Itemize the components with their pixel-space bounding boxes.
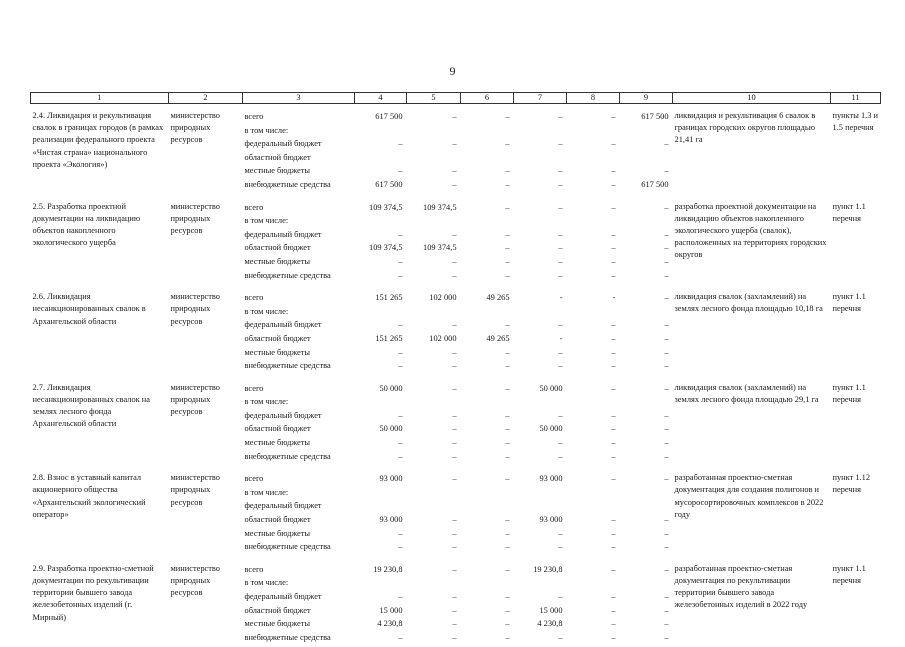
amount-cell: – (620, 450, 673, 467)
amount-cell: – (461, 195, 514, 215)
amount-cell: – (567, 376, 620, 396)
amount-cell: – (567, 436, 620, 450)
funding-source: внебюджетные средства (243, 450, 355, 467)
amount-cell: 617 500 (355, 104, 407, 124)
amount-cell (567, 395, 620, 409)
header-cell: 3 (243, 93, 355, 104)
amount-cell: – (567, 359, 620, 376)
amount-cell: – (620, 269, 673, 286)
amount-cell: 15 000 (355, 604, 407, 618)
amount-cell: – (620, 557, 673, 577)
amount-cell (407, 486, 461, 500)
amount-cell: 50 000 (355, 376, 407, 396)
amount-cell: – (461, 137, 514, 151)
funding-source: местные бюджеты (243, 436, 355, 450)
amount-cell: – (567, 318, 620, 332)
amount-cell: – (461, 178, 514, 195)
header-cell: 8 (567, 93, 620, 104)
funding-source: местные бюджеты (243, 164, 355, 178)
amount-cell: – (620, 137, 673, 151)
header-cell: 7 (514, 93, 567, 104)
amount-cell (461, 151, 514, 165)
activity-name: 2.4. Ликвидация и рекультивация свалок в границах городов (в рамках реализации федерального проекта «Чистая страна» национального проекта «Экология») (31, 104, 169, 195)
funding-source: внебюджетные средства (243, 540, 355, 557)
amount-cell (514, 486, 567, 500)
amount-cell: – (355, 436, 407, 450)
funding-source: всего (243, 376, 355, 396)
funding-source: федеральный бюджет (243, 499, 355, 513)
funding-source: федеральный бюджет (243, 409, 355, 423)
amount-cell: – (461, 104, 514, 124)
amount-cell: – (461, 617, 514, 631)
funding-source: всего (243, 285, 355, 305)
amount-cell: – (407, 604, 461, 618)
amount-cell: 19 230,8 (514, 557, 567, 577)
list-reference: пункт 1.1 перечня (831, 285, 881, 376)
amount-cell: – (620, 466, 673, 486)
expected-result: ликвидация свалок (захламлений) на землях лесного фонда площадью 10,18 га (673, 285, 831, 376)
amount-cell: – (407, 590, 461, 604)
amount-cell: – (514, 450, 567, 467)
amount-cell: – (567, 228, 620, 242)
amount-cell (514, 499, 567, 513)
amount-cell: – (567, 346, 620, 360)
amount-cell: - (567, 285, 620, 305)
table-row (31, 285, 881, 305)
activity-name: 2.9. Разработка проектно-сметной документации по рекультивации территории бывшего завода железобетонных изделий (г. Мирный) (31, 557, 169, 647)
amount-cell: – (407, 527, 461, 541)
amount-cell: – (567, 195, 620, 215)
amount-cell: – (461, 527, 514, 541)
amount-cell: – (620, 409, 673, 423)
funding-source: внебюджетные средства (243, 631, 355, 647)
amount-cell: – (461, 376, 514, 396)
amount-cell (355, 576, 407, 590)
funding-source: местные бюджеты (243, 617, 355, 631)
amount-cell: 4 230,8 (514, 617, 567, 631)
amount-cell: – (355, 631, 407, 647)
amount-cell: – (407, 409, 461, 423)
amount-cell (620, 395, 673, 409)
funding-source: областной бюджет (243, 604, 355, 618)
expected-result: разработанная проектно-сметная документация по рекультивации территории бывшего завода железобетонных изделий в 2022 году (673, 557, 831, 647)
responsible-organization: министерство природных ресурсов (169, 195, 243, 286)
amount-cell: – (620, 527, 673, 541)
funding-source: местные бюджеты (243, 527, 355, 541)
expected-result: ликвидация свалок (захламлений) на землях лесного фонда площадью 29,1 га (673, 376, 831, 467)
amount-cell: – (407, 346, 461, 360)
amount-cell (407, 151, 461, 165)
amount-cell: – (567, 137, 620, 151)
amount-cell: – (567, 409, 620, 423)
amount-cell: – (407, 557, 461, 577)
amount-cell: – (461, 450, 514, 467)
amount-cell: – (567, 255, 620, 269)
amount-cell: 109 374,5 (355, 195, 407, 215)
amount-cell: – (567, 513, 620, 527)
expected-result: ликвидация и рекультивация 6 свалок в границах городских округов площадью 21,41 га (673, 104, 831, 195)
amount-cell: – (355, 540, 407, 557)
amount-cell (567, 124, 620, 138)
amount-cell (567, 305, 620, 319)
amount-cell: – (620, 332, 673, 346)
amount-cell: – (514, 269, 567, 286)
amount-cell (514, 124, 567, 138)
amount-cell (514, 214, 567, 228)
amount-cell: – (461, 164, 514, 178)
amount-cell: – (567, 466, 620, 486)
amount-cell: – (620, 164, 673, 178)
amount-cell: – (461, 318, 514, 332)
header-cell: 2 (169, 93, 243, 104)
amount-cell: 19 230,8 (355, 557, 407, 577)
amount-cell: – (407, 422, 461, 436)
header-cell: 5 (407, 93, 461, 104)
amount-cell (407, 305, 461, 319)
amount-cell: 49 265 (461, 285, 514, 305)
amount-cell: – (407, 318, 461, 332)
amount-cell (567, 486, 620, 500)
amount-cell: – (567, 332, 620, 346)
amount-cell: – (407, 631, 461, 647)
amount-cell: – (514, 359, 567, 376)
amount-cell: – (407, 540, 461, 557)
amount-cell: 4 230,8 (355, 617, 407, 631)
responsible-organization: министерство природных ресурсов (169, 557, 243, 647)
amount-cell (355, 151, 407, 165)
amount-cell (407, 124, 461, 138)
amount-cell: – (514, 540, 567, 557)
amount-cell: – (461, 228, 514, 242)
amount-cell (355, 305, 407, 319)
amount-cell: – (461, 540, 514, 557)
amount-cell: – (461, 631, 514, 647)
amount-cell: 109 374,5 (407, 241, 461, 255)
funding-source: в том числе: (243, 576, 355, 590)
amount-cell: – (355, 409, 407, 423)
amount-cell: – (514, 241, 567, 255)
amount-cell: 109 374,5 (355, 241, 407, 255)
amount-cell: 93 000 (514, 513, 567, 527)
responsible-organization: министерство природных ресурсов (169, 466, 243, 557)
amount-cell: – (620, 540, 673, 557)
amount-cell: – (461, 557, 514, 577)
amount-cell: – (620, 285, 673, 305)
funding-source: областной бюджет (243, 241, 355, 255)
amount-cell (514, 151, 567, 165)
funding-source: областной бюджет (243, 151, 355, 165)
amount-cell: – (355, 269, 407, 286)
amount-cell: 50 000 (514, 422, 567, 436)
funding-source: всего (243, 466, 355, 486)
amount-cell: – (514, 631, 567, 647)
amount-cell: – (407, 617, 461, 631)
amount-cell: – (407, 359, 461, 376)
funding-source: в том числе: (243, 486, 355, 500)
amount-cell: – (407, 104, 461, 124)
funding-source: в том числе: (243, 305, 355, 319)
amount-cell: 617 500 (620, 178, 673, 195)
amount-cell (461, 499, 514, 513)
amount-cell: – (355, 228, 407, 242)
amount-cell: – (514, 409, 567, 423)
amount-cell: – (567, 590, 620, 604)
amount-cell: – (514, 436, 567, 450)
amount-cell (620, 151, 673, 165)
amount-cell (461, 124, 514, 138)
funding-source: федеральный бюджет (243, 318, 355, 332)
amount-cell: 50 000 (355, 422, 407, 436)
amount-cell: – (514, 164, 567, 178)
activity-name: 2.6. Ликвидация несанкционированных свалок в Архангельской области (31, 285, 169, 376)
activity-name: 2.8. Взнос в уставный капитал акционерного общества «Архангельский экологический оператор» (31, 466, 169, 557)
amount-cell: – (461, 269, 514, 286)
amount-cell: 102 000 (407, 285, 461, 305)
amount-cell: – (514, 178, 567, 195)
amount-cell (567, 151, 620, 165)
funding-source: внебюджетные средства (243, 178, 355, 195)
amount-cell: 15 000 (514, 604, 567, 618)
amount-cell: – (355, 137, 407, 151)
amount-cell: 93 000 (355, 466, 407, 486)
responsible-organization: министерство природных ресурсов (169, 104, 243, 195)
amount-cell: – (461, 590, 514, 604)
table-body (31, 104, 881, 647)
amount-cell: – (461, 436, 514, 450)
header-cell: 10 (673, 93, 831, 104)
amount-cell: – (407, 376, 461, 396)
amount-cell (407, 395, 461, 409)
amount-cell: – (355, 164, 407, 178)
funding-source: местные бюджеты (243, 255, 355, 269)
amount-cell (567, 499, 620, 513)
expected-result: разработанная проектно-сметная документация для создания полигонов и мусоросортировочных комплексов в 2022 году (673, 466, 831, 557)
amount-cell (407, 576, 461, 590)
funding-source: всего (243, 104, 355, 124)
amount-cell: - (514, 285, 567, 305)
amount-cell (620, 124, 673, 138)
amount-cell: – (620, 422, 673, 436)
amount-cell: – (461, 346, 514, 360)
amount-cell (355, 499, 407, 513)
amount-cell (407, 499, 461, 513)
funding-source: федеральный бюджет (243, 228, 355, 242)
funding-source: областной бюджет (243, 422, 355, 436)
amount-cell: – (355, 359, 407, 376)
funding-source: в том числе: (243, 124, 355, 138)
amount-cell: – (514, 527, 567, 541)
funding-source: местные бюджеты (243, 346, 355, 360)
amount-cell: – (407, 269, 461, 286)
amount-cell: – (620, 241, 673, 255)
amount-cell: 93 000 (514, 466, 567, 486)
amount-cell: – (567, 422, 620, 436)
amount-cell: – (407, 137, 461, 151)
amount-cell (620, 499, 673, 513)
amount-cell (461, 395, 514, 409)
amount-cell: – (514, 255, 567, 269)
amount-cell: 102 000 (407, 332, 461, 346)
amount-cell: – (407, 255, 461, 269)
amount-cell (461, 305, 514, 319)
amount-cell (567, 214, 620, 228)
amount-cell: 50 000 (514, 376, 567, 396)
amount-cell: – (407, 228, 461, 242)
amount-cell: – (567, 540, 620, 557)
amount-cell: – (514, 195, 567, 215)
amount-cell: – (407, 466, 461, 486)
amount-cell: – (514, 137, 567, 151)
header-cell: 11 (831, 93, 881, 104)
amount-cell (620, 305, 673, 319)
amount-cell (355, 214, 407, 228)
funding-source: областной бюджет (243, 332, 355, 346)
amount-cell: – (567, 631, 620, 647)
expected-result: разработка проектной документации на ликвидацию объектов накопленного экологического ущерба (свалок), расположенных на территориях городских округов (673, 195, 831, 286)
amount-cell: – (620, 513, 673, 527)
amount-cell (355, 395, 407, 409)
funding-source: внебюджетные средства (243, 359, 355, 376)
amount-cell: – (567, 269, 620, 286)
list-reference: пункт 1.1 перечня (831, 376, 881, 467)
amount-cell (514, 576, 567, 590)
amount-cell: – (620, 346, 673, 360)
funding-source: федеральный бюджет (243, 137, 355, 151)
list-reference: пункт 1.12 перечня (831, 466, 881, 557)
amount-cell: – (620, 228, 673, 242)
amount-cell: – (620, 318, 673, 332)
amount-cell (355, 124, 407, 138)
header-cell: 9 (620, 93, 673, 104)
header-row (31, 93, 881, 104)
amount-cell: – (620, 631, 673, 647)
amount-cell (461, 486, 514, 500)
amount-cell: – (407, 513, 461, 527)
amount-cell: – (514, 318, 567, 332)
funding-source: внебюджетные средства (243, 269, 355, 286)
amount-cell: – (461, 466, 514, 486)
amount-cell: – (567, 104, 620, 124)
amount-cell: – (567, 178, 620, 195)
amount-cell: – (355, 527, 407, 541)
amount-cell: – (620, 359, 673, 376)
header-cell: 1 (31, 93, 169, 104)
amount-cell: – (620, 590, 673, 604)
amount-cell (620, 486, 673, 500)
amount-cell: – (461, 359, 514, 376)
amount-cell: – (514, 590, 567, 604)
funding-source: всего (243, 557, 355, 577)
amount-cell: – (567, 450, 620, 467)
amount-cell: 617 500 (620, 104, 673, 124)
amount-cell: – (567, 527, 620, 541)
amount-cell: – (567, 604, 620, 618)
funding-source: федеральный бюджет (243, 590, 355, 604)
amount-cell: – (514, 346, 567, 360)
activity-name: 2.7. Ликвидация несанкционированных свалок на землях лесного фонда Архангельской области (31, 376, 169, 467)
amount-cell: – (620, 436, 673, 450)
amount-cell (514, 395, 567, 409)
funding-source: областной бюджет (243, 513, 355, 527)
amount-cell: – (407, 450, 461, 467)
amount-cell: – (620, 255, 673, 269)
list-reference: пункты 1.3 и 1.5 перечня (831, 104, 881, 195)
header-cell: 4 (355, 93, 407, 104)
amount-cell: – (514, 104, 567, 124)
funding-source: в том числе: (243, 214, 355, 228)
amount-cell: 151 265 (355, 332, 407, 346)
amount-cell: – (461, 255, 514, 269)
amount-cell: 49 265 (461, 332, 514, 346)
amount-cell: – (620, 376, 673, 396)
page-number: 9 (0, 64, 905, 79)
amount-cell: – (567, 164, 620, 178)
amount-cell: – (567, 557, 620, 577)
table-row (31, 466, 881, 486)
list-reference: пункт 1.1 перечня (831, 557, 881, 647)
amount-cell: – (620, 604, 673, 618)
amount-cell: 109 374,5 (407, 195, 461, 215)
amount-cell: – (407, 436, 461, 450)
amount-cell: - (514, 332, 567, 346)
amount-cell (461, 214, 514, 228)
header-cell: 6 (461, 93, 514, 104)
amount-cell: – (567, 617, 620, 631)
table-row (31, 195, 881, 215)
amount-cell: – (355, 590, 407, 604)
amount-cell: – (355, 318, 407, 332)
amount-cell (461, 576, 514, 590)
amount-cell (620, 214, 673, 228)
amount-cell: 93 000 (355, 513, 407, 527)
amount-cell: – (407, 164, 461, 178)
amount-cell (514, 305, 567, 319)
amount-cell: – (355, 255, 407, 269)
responsible-organization: министерство природных ресурсов (169, 376, 243, 467)
amount-cell: 617 500 (355, 178, 407, 195)
funding-source: в том числе: (243, 395, 355, 409)
amount-cell: – (620, 617, 673, 631)
amount-cell: – (461, 513, 514, 527)
amount-cell: – (407, 178, 461, 195)
table-row (31, 376, 881, 396)
list-reference: пункт 1.1 перечня (831, 195, 881, 286)
amount-cell: – (461, 409, 514, 423)
amount-cell: – (620, 195, 673, 215)
amount-cell: – (461, 422, 514, 436)
responsible-organization: министерство природных ресурсов (169, 285, 243, 376)
amount-cell (567, 576, 620, 590)
amount-cell (620, 576, 673, 590)
funding-source: всего (243, 195, 355, 215)
program-table (30, 92, 881, 647)
amount-cell (407, 214, 461, 228)
amount-cell (355, 486, 407, 500)
amount-cell: – (355, 346, 407, 360)
activity-name: 2.5. Разработка проектной документации на ликвидацию объектов накопленного экологического ущерба (31, 195, 169, 286)
amount-cell: 151 265 (355, 285, 407, 305)
table-row (31, 104, 881, 124)
amount-cell: – (567, 241, 620, 255)
amount-cell: – (461, 241, 514, 255)
amount-cell: – (514, 228, 567, 242)
table-row (31, 557, 881, 577)
amount-cell: – (355, 450, 407, 467)
amount-cell: – (461, 604, 514, 618)
